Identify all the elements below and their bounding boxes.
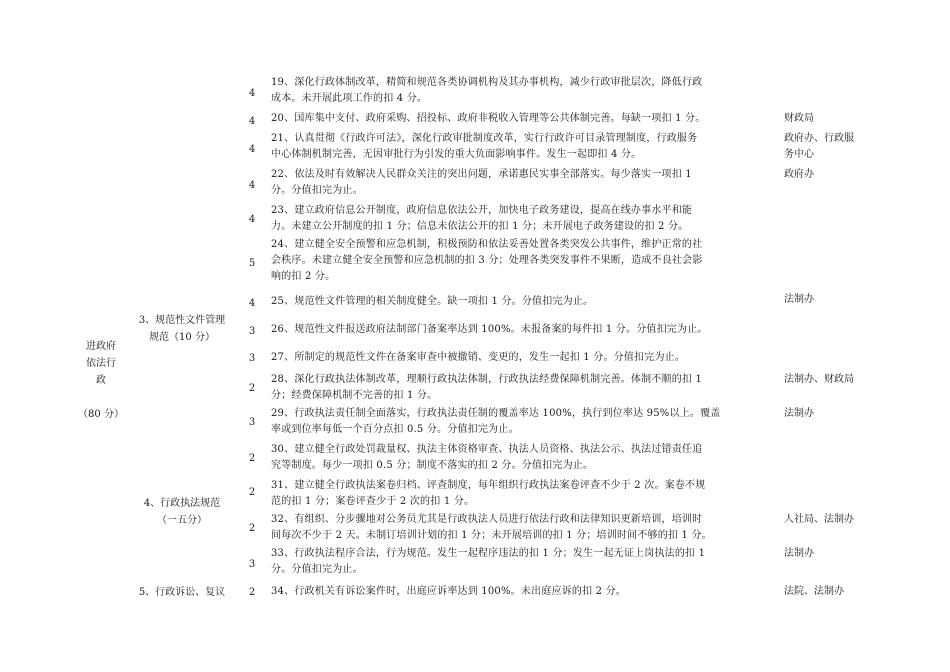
criterion-text <box>271 406 776 438</box>
row-score: 4 <box>248 144 256 155</box>
department <box>784 131 854 163</box>
department-line: 政府办 <box>784 169 814 180</box>
row-score: 4 <box>248 88 256 99</box>
row-score: 3 <box>248 353 256 364</box>
department-line: 财政局 <box>784 113 814 124</box>
criterion-line: 23、建立政府信息公开制度，政府信息依法公开，加快电子政务建设，提高在线办事水平和能 <box>271 205 693 216</box>
criterion-text <box>271 167 776 199</box>
criterion-text <box>271 294 776 310</box>
department-line: 政府办、行政服 <box>784 133 854 144</box>
criterion-line: 21、认真贯彻《行政许可法》，深化行政审批制度改革，实行行政许可目录管理制度，行政服务 <box>271 133 698 144</box>
criterion-text <box>271 512 776 544</box>
criterion-line: 28、深化行政执法体制改革，理顺行政执法体制，行政执法经费保障机制完善。体制不顺的扣 1 <box>271 374 703 385</box>
department <box>784 111 814 127</box>
criterion-line: 力。未建立公开制度的扣 1 分；信息未依法公开的扣 1 分；未开展电子政务建设的扣 2 分。 <box>271 221 689 232</box>
department-line: 法制办、财政局 <box>784 374 854 385</box>
department <box>784 406 814 422</box>
department <box>784 546 814 562</box>
department-line: 人社局、法制办 <box>784 514 854 525</box>
criterion-text <box>271 75 776 107</box>
department-line: 务中心 <box>784 149 814 160</box>
criterion-text <box>271 350 776 366</box>
department-line: 法制办 <box>784 408 814 419</box>
criterion-line: 分。分值扣完为止。 <box>271 564 363 575</box>
main-category-line: 进政府 <box>86 341 116 352</box>
criterion-line: 24、建立健全安全预警和应急机制，积极预防和依法妥善处置各类突发公共事件，维护正常的社 <box>271 239 703 250</box>
main-category-line: 依法行 <box>86 358 116 369</box>
criterion-line: 20、国库集中支付、政府采购、招投标、政府非税收入管理等公共体制完善。每缺一项扣 1 分。 <box>271 113 706 124</box>
criterion-line: 率或到位率每低一个百分点扣 0.5 分。分值扣完为止。 <box>271 424 519 435</box>
subcategory-line: 5、行政诉讼、复议 <box>138 587 226 598</box>
criterion-line: 27、所制定的规范性文件在备案审查中被撤销、变更的，发生一起扣 1 分。分值扣完为止。 <box>271 352 686 363</box>
criterion-text <box>271 372 776 404</box>
criterion-text <box>271 237 776 285</box>
criterion-text <box>271 442 776 474</box>
criterion-line: 34、行政机关有诉讼案件时，出庭应诉率达到 100%。未出庭应诉的扣 2 分。 <box>271 586 627 597</box>
criterion-line: 30、建立健全行政处罚裁量权、执法主体资格审查、执法人员资格、执法公示、执法过错责任追 <box>271 444 703 455</box>
row-score: 4 <box>248 214 256 225</box>
criterion-line: 分。分值扣完为止。 <box>271 185 363 196</box>
subcategory-line: （一五分） <box>157 515 207 526</box>
criterion-text <box>271 203 776 235</box>
row-score: 2 <box>248 587 256 598</box>
subcategory-line: 4、行政执法规范 <box>143 498 221 509</box>
criterion-line: 25、规范性文件管理的相关制度健全。缺一项扣 1 分。分值扣完为止。 <box>271 296 594 307</box>
department <box>784 167 814 183</box>
criterion-text <box>271 111 776 127</box>
main-category-line: 政 <box>96 375 106 386</box>
row-score: 3 <box>248 326 256 337</box>
criterion-text <box>271 546 776 578</box>
department-line: 法院、法制办 <box>784 586 844 597</box>
department <box>784 584 844 600</box>
criterion-text <box>271 131 776 163</box>
subcategory-3 <box>128 312 236 346</box>
department <box>784 372 854 388</box>
criterion-line: 成本。未开展此项工作的扣 4 分。 <box>271 93 428 104</box>
row-score: 2 <box>248 523 256 534</box>
main-category-line <box>76 389 126 406</box>
subcategory-line: 规范（10 分） <box>149 332 215 343</box>
row-score: 3 <box>248 417 256 428</box>
criterion-text <box>271 478 776 510</box>
row-score: 2 <box>248 453 256 464</box>
criterion-line: 33、行政执法程序合法，行为规范。发生一起程序违法的扣 1 分；发生一起无证上岗执法的扣 1 <box>271 548 706 559</box>
main-category <box>76 338 126 423</box>
criterion-line: 29、行政执法责任制全面落实，行政执法责任制的覆盖率达 100%，执行到位率达 95%以上。覆盖 <box>271 408 721 419</box>
criterion-line: 究等制度。每少一项扣 0.5 分；制度不落实的扣 2 分。分值扣完为止。 <box>271 460 594 471</box>
criterion-line: 31、建立健全行政执法案卷归档、评查制度，每年组织行政执法案卷评查不少于 2 次。案卷不规 <box>271 480 706 491</box>
criterion-line: 22、依法及时有效解决人民群众关注的突出问题，承诺惠民实事全部落实。每少落实一项扣 1 <box>271 169 692 180</box>
department <box>784 512 854 528</box>
criterion-line: 19、深化行政体制改革，精简和规范各类协调机构及其办事机构，减少行政审批层次，降低行政 <box>271 77 703 88</box>
main-category-line: （80 分） <box>78 409 124 420</box>
criterion-line: 26、规范性文件报送政府法制部门备案率达到 100%。未报备案的每件扣 1 分。分值扣完为止。 <box>271 324 708 335</box>
row-score: 4 <box>248 180 256 191</box>
row-score: 4 <box>248 116 256 127</box>
criterion-line: 中心体制机制完善，无因审批行为引发的重大负面影响事件。发生一起即扣 4 分。 <box>271 149 642 160</box>
department <box>784 292 814 308</box>
subcategory-4 <box>128 495 236 529</box>
department-line: 法制办 <box>784 294 814 305</box>
row-score: 2 <box>248 383 256 394</box>
criterion-line: 间每次不少于 2 天。未制订培训计划的扣 1 分；未开展培训的扣 1 分；培训时间不够的扣 1 分。 <box>271 530 712 541</box>
criterion-line: 32、有组织、分步骤地对公务员尤其是行政执法人员进行依法行政和法律知识更新培训，培训时 <box>271 514 703 525</box>
criterion-text <box>271 322 776 338</box>
criterion-line: 范的扣 1 分；案卷评查少于 2 次的扣 1 分。 <box>271 496 475 507</box>
row-score: 2 <box>248 487 256 498</box>
row-score: 3 <box>248 559 256 570</box>
row-score: 5 <box>248 258 256 269</box>
department-line: 法制办 <box>784 548 814 559</box>
subcategory-5 <box>128 584 236 601</box>
row-score: 4 <box>248 298 256 309</box>
subcategory-line: 3、规范性文件管理 <box>138 315 226 326</box>
criterion-line: 分；经费保障机制不完善的扣 1 分。 <box>271 390 438 401</box>
criterion-text <box>271 584 776 600</box>
criterion-line: 响的扣 2 分。 <box>271 271 336 282</box>
criterion-line: 会秩序。未建立健全安全预警和应急机制的扣 3 分；处理各类突发事件不果断，造成不良社会影 <box>271 255 703 266</box>
